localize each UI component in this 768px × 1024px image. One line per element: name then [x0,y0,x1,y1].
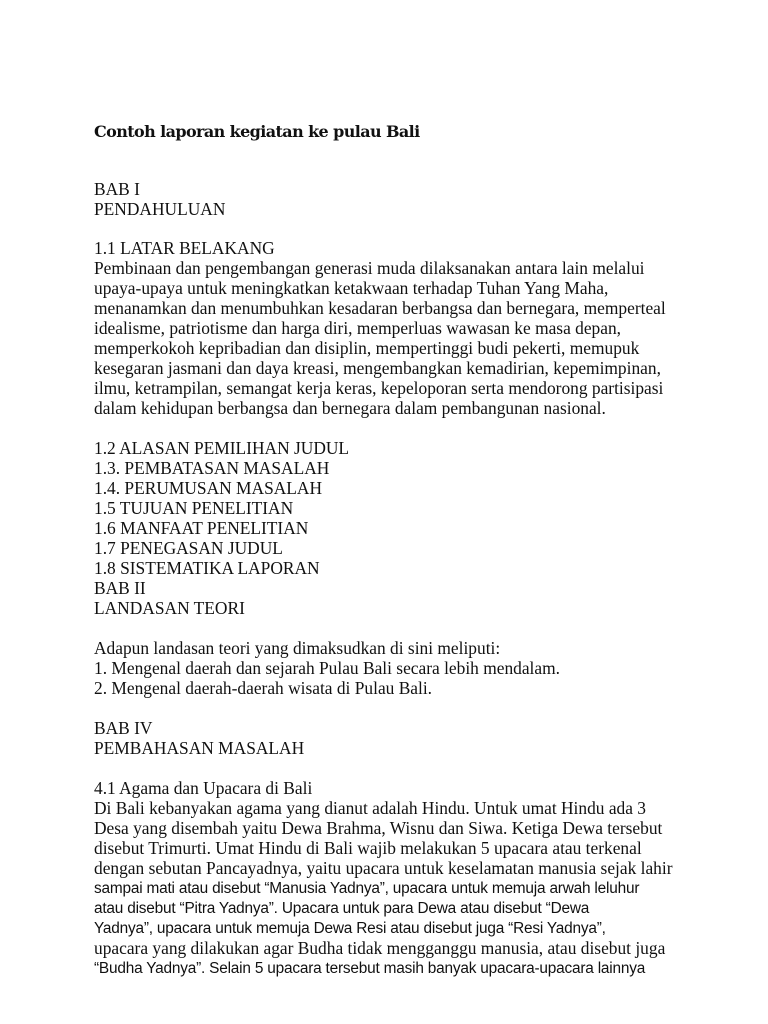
paragraph-line: memperkokoh kepribadian dan disiplin, mempertinggi budi pekerti, memupuk [94,338,640,358]
subsection-heading: 1.2 ALASAN PEMILIHAN JUDUL [94,438,350,458]
subsection-heading: 1.8 SISTEMATIKA LAPORAN [94,558,320,578]
paragraph-line: ilmu, ketrampilan, semangat kerja keras, kepeloporan serta mendorong partisipasi [94,378,664,398]
document-title: Contoh laporan kegiatan ke pulau Bali [94,122,420,141]
paragraph-line: upacara yang dilakukan agar Budha tidak mengganggu manusia, atau disebut juga [94,938,666,958]
list-item: 1. Mengenal daerah dan sejarah Pulau Bali secara lebih mendalam. [94,658,560,678]
paragraph-line: idealisme, patriotisme dan harga diri, memperluas wawasan ke masa depan, [94,318,622,338]
paragraph-line: Pembinaan dan pengembangan generasi muda dilaksanakan antara lain melalui [94,258,645,278]
bab2-label: BAB II [94,578,146,598]
subsection-heading: 1.3. PEMBATASAN MASALAH [94,458,330,478]
subsection-heading: 1.6 MANFAAT PENELITIAN [94,518,309,538]
subsection-heading: 1.7 PENEGASAN JUDUL [94,538,283,558]
bab4-heading: PEMBAHASAN MASALAH [94,738,305,758]
subsection-heading: 1.5 TUJUAN PENELITIAN [94,498,294,518]
paragraph-line: atau disebut “Pitra Yadnya”. Upacara untuk para Dewa atau disebut “Dewa [94,900,590,917]
paragraph-line: kesegaran jasmani dan daya kreasi, mengembangkan kemadirian, kepemimpinan, [94,358,661,378]
paragraph-line: “Budha Yadnya”. Selain 5 upacara tersebut masih banyak upacara-upacara lainnya [94,960,646,977]
paragraph-line: Yadnya”, upacara untuk memuja Dewa Resi atau disebut juga “Resi Yadnya”, [94,920,606,937]
paragraph-line: menanamkan dan menumbuhkan kesadaran berbangsa dan bernegara, memperteal [94,298,666,318]
bab4-label: BAB IV [94,718,153,738]
list-item: 2. Mengenal daerah-daerah wisata di Pulau Bali. [94,678,433,698]
paragraph-line: Di Bali kebanyakan agama yang dianut adalah Hindu. Untuk umat Hindu ada 3 [94,798,646,818]
paragraph-line: dalam kehidupan berbangsa dan bernegara dalam pembangunan nasional. [94,398,606,418]
subsection-heading: 1.4. PERUMUSAN MASALAH [94,478,323,498]
paragraph-line: dengan sebutan Pancayadnya, yaitu upacara untuk keselamatan manusia sejak lahir [94,858,673,878]
paragraph-line: upaya-upaya untuk meningkatkan ketakwaan terhadap Tuhan Yang Maha, [94,278,609,298]
bab1-label: BAB I [94,179,140,199]
paragraph-line: disebut Trimurti. Umat Hindu di Bali wajib melakukan 5 upacara atau terkenal [94,838,642,858]
paragraph-line: sampai mati atau disebut “Manusia Yadnya”, upacara untuk memuja arwah leluhur [94,880,640,897]
latar-heading: 1.1 LATAR BELAKANG [94,238,275,258]
paragraph-line: Desa yang disembah yaitu Dewa Brahma, Wisnu dan Siwa. Ketiga Dewa tersebut [94,818,663,838]
bab2-heading: LANDASAN TEORI [94,598,245,618]
bab1-heading: PENDAHULUAN [94,199,226,219]
section-heading: 4.1 Agama dan Upacara di Bali [94,778,313,798]
bab2-intro: Adapun landasan teori yang dimaksudkan di sini meliputi: [94,638,501,658]
